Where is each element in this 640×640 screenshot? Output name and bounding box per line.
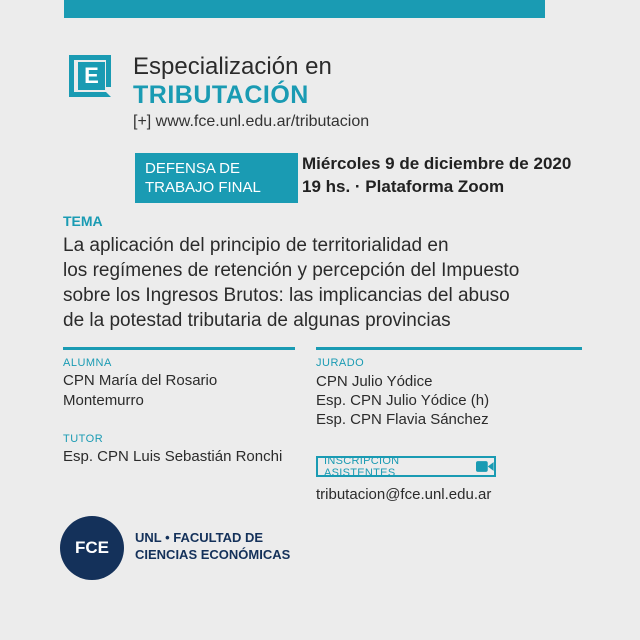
event-type-line1: DEFENSA DE [145,160,241,177]
inscripcion-label: INSCRIPCION ASISTENTES [324,454,400,479]
faculty-name-line1: UNL • FACULTAD DE [135,530,264,545]
jurado-member: Esp. CPN Flavia Sánchez [316,411,489,428]
tema-line: sobre los Ingresos Brutos: las implicancias del abuso [63,285,510,306]
tema-title [63,233,583,333]
alumna-name-line1: CPN María del Rosario [63,372,218,389]
video-camera-icon [476,461,494,472]
event-time: 19 hs. · Plataforma Zoom [302,177,505,196]
alumna-label: ALUMNA [63,357,112,369]
tema-line: La aplicación del principio de territorialidad en [63,235,449,256]
event-type-line2: TRABAJO FINAL [145,179,261,196]
event-type-badge [135,153,298,203]
event-date: Miércoles 9 de diciembre de 2020 [302,154,572,173]
tutor-label: TUTOR [63,433,104,445]
fce-logo: FCE [60,516,124,580]
program-logo-letter: E [78,62,105,90]
top-accent-bar [64,0,545,18]
program-logo-frame-edge [106,55,111,87]
program-url-link[interactable]: [+] www.fce.unl.edu.ar/tributacion [133,113,370,130]
tema-label: TEMA [63,213,103,229]
tutor-name: Esp. CPN Luis Sebastián Ronchi [63,448,283,465]
divider-right [316,347,582,350]
tema-line: los regímenes de retención y percepción del Impuesto [63,260,520,281]
jurado-member: Esp. CPN Julio Yódice (h) [316,392,490,409]
inscripcion-asistentes-button[interactable] [316,456,496,477]
program-title-line2: TRIBUTACIÓN [133,81,309,109]
tema-line: de la potestad tributaria de algunas provincias [63,310,451,331]
faculty-name-line2: CIENCIAS ECONÓMICAS [135,547,291,562]
jurado-member: CPN Julio Yódice [316,373,433,390]
alumna-name-line2: Montemurro [63,392,144,409]
jurado-label: JURADO [316,357,365,369]
program-title-line1: Especialización en [133,53,332,80]
divider-left [63,347,295,350]
contact-email-link[interactable]: tributacion@fce.unl.edu.ar [316,486,492,503]
